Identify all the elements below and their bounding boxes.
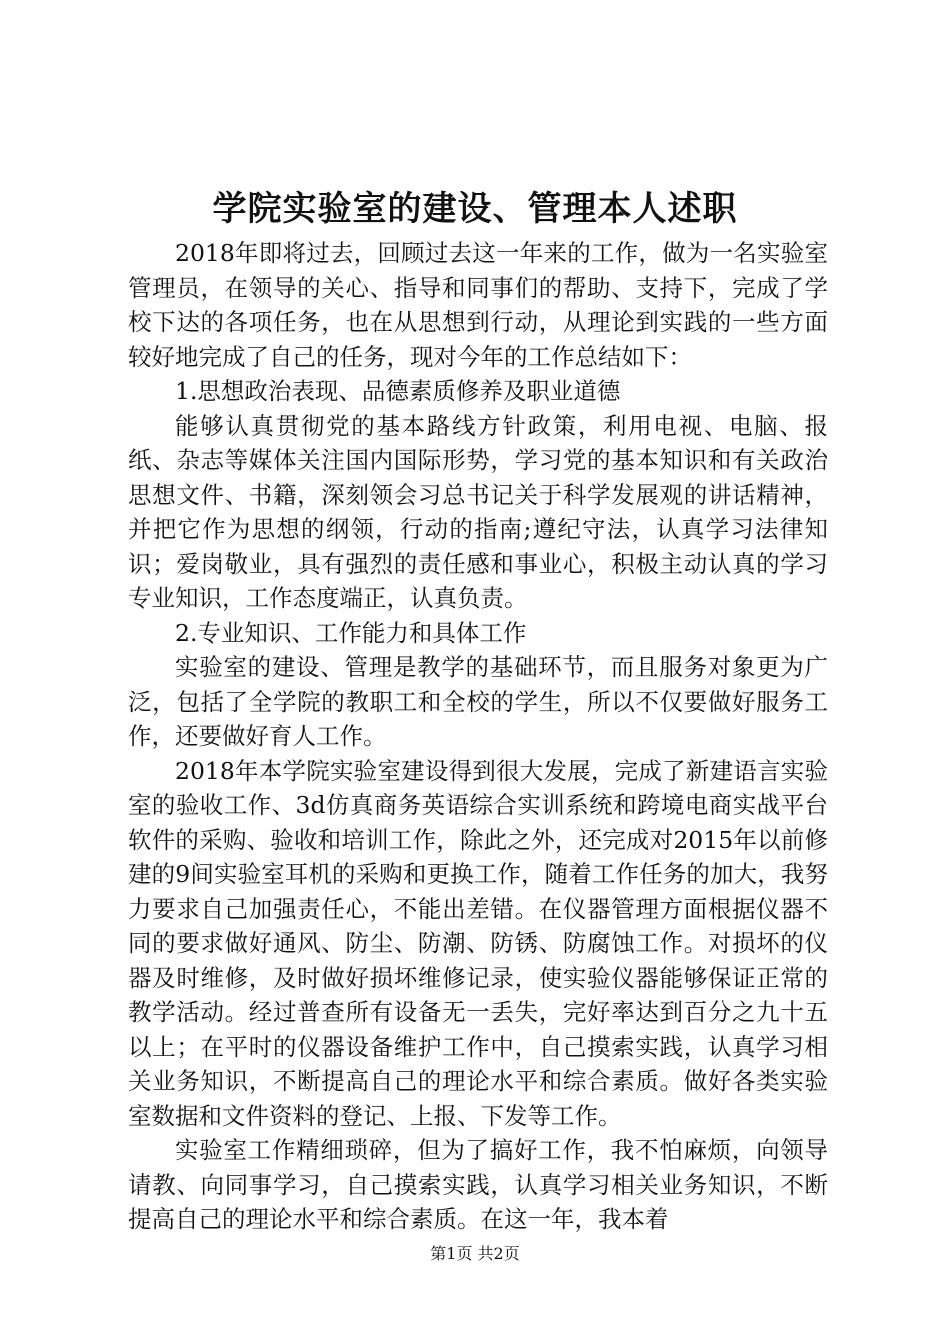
- document-body: [128, 236, 828, 1237]
- section-heading-1: 1.思想政治表现、品德素质修养及职业道德: [175, 377, 621, 405]
- paragraph-lab-role: 实验室的建设、管理是教学的基础环节，而且服务对象更为广泛，包括了全学院的教职工和全校的学生，所以不仅要做好服务工作，还要做好育人工作。: [128, 653, 828, 750]
- section-heading-2: 2.专业知识、工作能力和具体工作: [175, 618, 527, 647]
- paragraph-political: 能够认真贯彻党的基本路线方针政策，利用电视、电脑、报纸、杂志等媒体关注国内国际形势，学习党的基本知识和有关政治思想文件、书籍，深刻领会习总书记关于科学发展观的讲话精神，并把它作为思想的纲领，行动的指南;遵纪守法，认真学习法律知识；爱岗敬业，具有强烈的责任感和事业心，积极主动认真的学习专业知识，工作态度端正，认真负责。: [128, 411, 828, 612]
- document-title: 学院实验室的建设、管理本人述职: [212, 189, 738, 229]
- page-footer: 第1页 共2页: [430, 1244, 520, 1263]
- paragraph-intro: 2018年即将过去，回顾过去这一年来的工作，做为一名实验室管理员，在领导的关心、指导和同事们的帮助、支持下，完成了学校下达的各项任务，也在从思想到行动，从理论到实践的一些方面较好地完成了自己的任务，现对今年的工作总结如下：: [128, 239, 828, 371]
- paragraph-lab-construction: 2018年本学院实验室建设得到很大发展，完成了新建语言实验室的验收工作、3d仿真商务英语综合实训系统和跨境电商实战平台软件的采购、验收和培训工作，除此之外，还完成对2015年以前修建的9间实验室耳机的采购和更换工作，随着工作任务的加大，我努力要求自己加强责任心，不能出差错。在仪器管理方面根据仪器不同的要求做好通风、防尘、防潮、防锈、防腐蚀工作。对损坏的仪器及时维修，及时做好损坏维修记录，使实验仪器能够保证正常的教学活动。经过普查所有设备无一丢失，完好率达到百分之九十五以上；在平时的仪器设备维护工作中，自己摸索实践，认真学习相关业务知识，不断提高自己的理论水平和综合素质。做好各类实验室数据和文件资料的登记、上报、下发等工作。: [128, 756, 828, 1130]
- paragraph-lab-work: 实验室工作精细琐碎，但为了搞好工作，我不怕麻烦，向领导请教、向同事学习，自己摸索实践，认真学习相关业务知识，不断提高自己的理论水平和综合素质。在这一年，我本着: [128, 1136, 828, 1233]
